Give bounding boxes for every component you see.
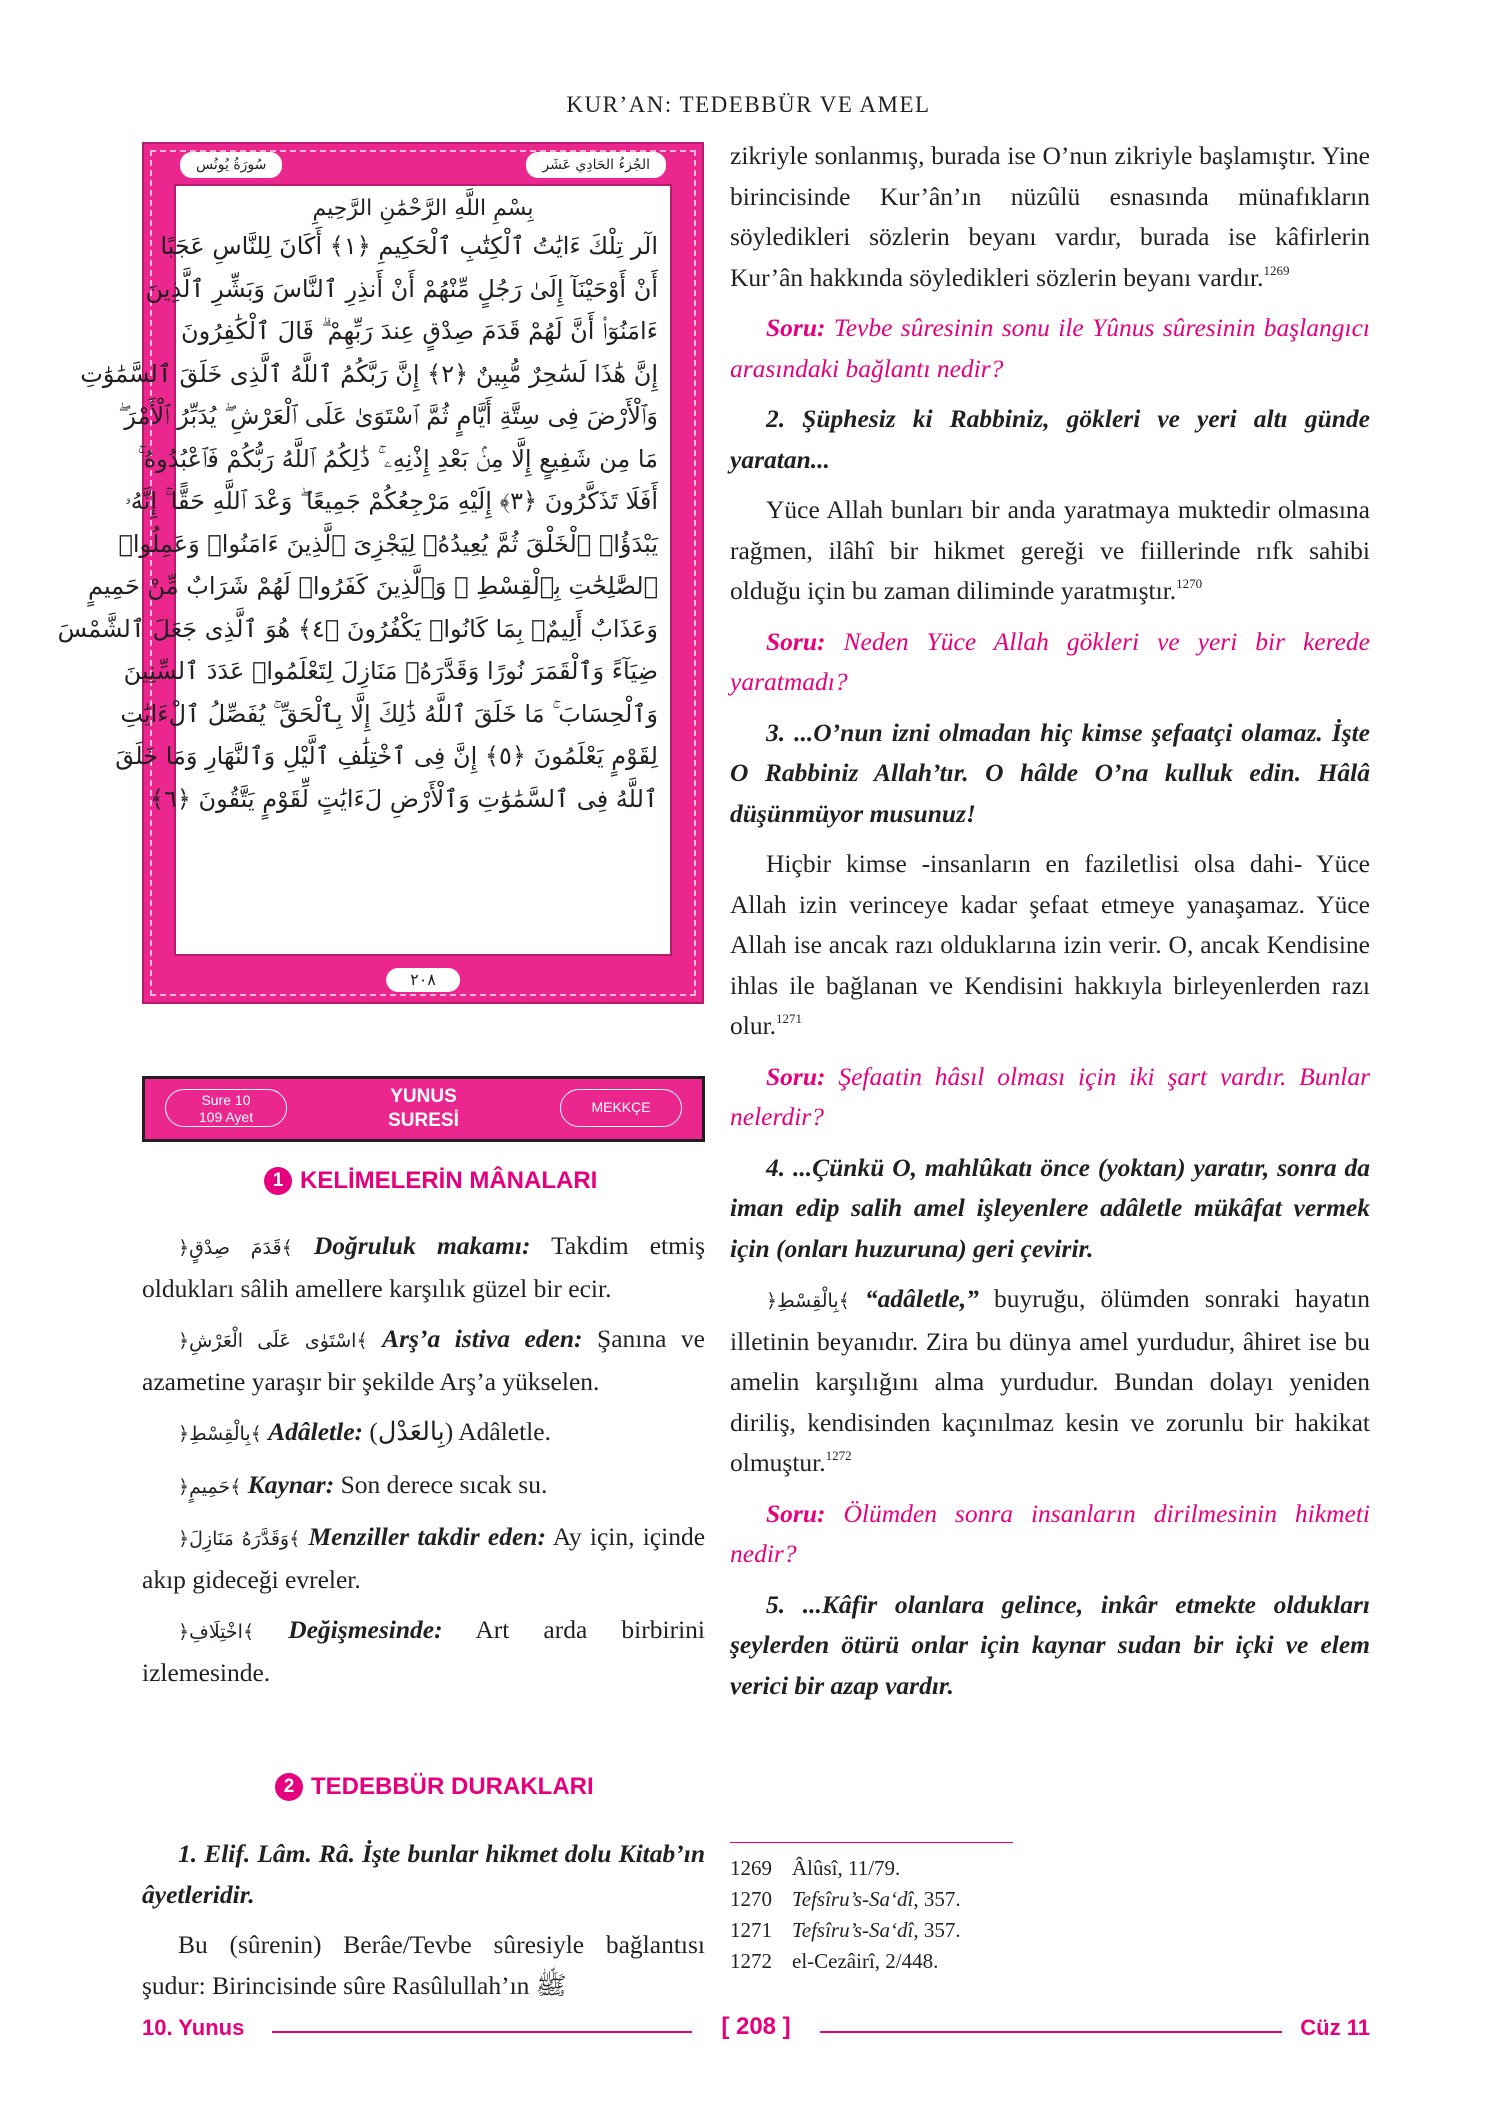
commentary-arabic: ﴿بِالْقِسْطِ﴾: [766, 1290, 850, 1312]
quran-line: وَٱلْأَرْضَ فِى سِتَّةِ أَيَّامٍ ثُمَّ ٱسْتَوَىٰ عَلَى ٱلْعَرْشِ ۖ يُدَبِّرُ ٱلْأَمْرَ ۖ: [118, 402, 658, 430]
sure-number: Sure 10: [201, 1092, 251, 1108]
commentary-text: Hiçbir kimse -insanların en faziletlisi olsa dahi- Yüce Allah izin verinceye kadar şefaat etmeye yanaşamaz. Yüce Allah ise ancak razı olduklarına izin verir. O, ancak Kendisine ihlas ile bağlanan ve Kendisini hakkıyla birleyenlerden razı olur.: [730, 849, 1370, 1040]
glossary-text: Son derece sıcak su.: [334, 1469, 548, 1499]
glossary-arabic: ﴿اخْتِلَافِ﴾: [178, 1621, 255, 1643]
commentary-text: buyruğu, ölümden sonraki hayatın illetinin beyanıdır. Zira bu dünya amel yurdudur, âhiret ise bu amelin karşılığını alma yurdudur. Bundan dolayı yeniden diriliş, kendisinden kaçınılmaz kesin ve zorunlu bir hakikat olmuştur.: [730, 1284, 1371, 1477]
section1-title: KELİMELERİN MÂNALARI: [300, 1167, 598, 1194]
question-label: Soru:: [766, 313, 826, 342]
ayah-quote-2: 2. Şüphesiz ki Rabbiniz, gökleri ve yeri altı günde yaratan...: [730, 404, 1370, 474]
footnote: [730, 1884, 1370, 1915]
quran-line: ٱللَّهُ فِى ٱلسَّمَٰوَٰتِ وَٱلْأَرْضِ لَءَايَٰتٍ لِّقَوْمٍ يَتَّقُونَ ﴿٦﴾: [149, 784, 658, 813]
question-label: Soru:: [766, 626, 826, 656]
question-label: Soru:: [766, 1498, 826, 1528]
running-header: KUR’AN: TEDEBBÜR VE AMEL: [566, 92, 931, 117]
commentary-text: Yüce Allah bunları bir anda yaratmaya muktedir olmasına rağmen, ilâhî bir hikmet gereği ve fiillerinde rıfk sahibi olduğu için bu zaman diliminde yaratmıştır.: [730, 495, 1370, 605]
quran-line: أَفَلَا تَذَكَّرُونَ ﴿٣﴾ إِلَيْهِ مَرْجِعُكُمْ جَمِيعًا ۖ وَعْدَ ٱللَّهِ حَقًّا ۚ إِنَّهُۥ: [124, 487, 658, 515]
mushaf-top-labels: [180, 152, 666, 178]
quran-text: [57, 225, 670, 820]
ayah-quote-5: 5. ...Kâfir olanlara gelince, inkâr etmekte oldukları şeylerden ötürü onlar için kaynar sudan bir içki ve elem verici bir azap vardır.: [730, 1589, 1370, 1700]
commentary-term: “adâletle,”: [849, 1284, 979, 1313]
footnote-text: el-Cezâirî, 2/448.: [792, 1949, 939, 1973]
section2-heading: [275, 1773, 594, 1801]
question-label: Soru:: [766, 1061, 826, 1091]
ayet-count: 109 Ayet: [198, 1109, 254, 1125]
footnote-text: , 357.: [913, 1918, 961, 1942]
sure-title-line2: SURESİ: [388, 1110, 459, 1131]
footer-surah: 10. Yunus: [142, 2015, 245, 2040]
section2-title: TEDEBBÜR DURAKLARI: [311, 1773, 594, 1800]
footnote: [730, 1946, 1370, 1977]
footnote-text: Âlûsî, 11/79.: [792, 1856, 901, 1880]
glossary-text: Art arda birbirini izlemesinde.: [142, 1615, 705, 1687]
ayah-quote-3: 3. ...O’nun izni olmadan hiç kimse şefaatçi olamaz. İşte O Rabbiniz Allah’tır. O hâlde O’na kulluk edin. Hâlâ düşünmüyor musunuz!: [730, 717, 1370, 828]
footnote-ref: 1272: [825, 1448, 852, 1463]
glossary-entry: [142, 1226, 705, 1309]
mushaf-juz-label: الجُزءُ الحَادِي عَشَر: [526, 152, 666, 178]
glossary-term: Değişmesinde:: [288, 1615, 443, 1644]
mushaf-page-number: ٢٠٨: [386, 968, 460, 992]
sure-banner: [142, 1076, 705, 1142]
ayah-quote-1: 1. Elif. Lâm. Râ. İşte bunlar hikmet dolu Kitab’ın âyetleridir.: [142, 1839, 705, 1909]
glossary-entry: [142, 1610, 705, 1693]
quran-line: يَبْدَؤُا۟ ٱلْخَلْقَ ثُمَّ يُعِيدُهُۥ لِيَجْزِىَ ٱلَّذِينَ ءَامَنُوا۟ وَعَمِلُوا۟: [118, 529, 658, 558]
ayah-quote-4: 4. ...Çünkü O, mahlûkatı önce (yoktan) yaratır, sonra da iman edip salih amel işleyenlere adâletle mükâfat vermek için (onları huzuruna) geri çevirir.: [730, 1152, 1370, 1263]
question-text: Şefaatin hâsıl olması için iki şart vardır. Bunlar nelerdir?: [730, 1061, 1370, 1131]
mushaf-text-area: [57, 184, 672, 956]
footnote-title: Tefsîru’s-Sa‘dî: [792, 1887, 914, 1911]
quran-line: إِنَّ هَٰذَا لَسَٰحِرٌ مُّبِينٌ ﴿٢﴾ إِنَّ رَبَّكُمُ ٱللَّهُ ٱلَّذِى خَلَقَ ٱلسَّمَٰوَٰتِ: [80, 359, 658, 388]
footer-page-number: [ 208 ]: [721, 2013, 791, 2040]
quran-line: ءَامَنُوٓا۟ أَنَّ لَهُمْ قَدَمَ صِدْقٍ عِندَ رَبِّهِمْ ۗ قَالَ ٱلْكَٰفِرُونَ: [180, 317, 658, 345]
footnote-number: 1270: [730, 1887, 772, 1911]
mushaf-surah-label: سُورَةُ يُونُس: [180, 152, 282, 178]
quran-line: وَعَذَابٌ أَلِيمٌۢ بِمَا كَانُوا۟ يَكْفُرُونَ ﴿٤﴾ هُوَ ٱلَّذِى جَعَلَ ٱلشَّمْسَ: [57, 614, 658, 643]
question-text: Tevbe sûresinin sonu ile Yûnus sûresinin başlangıcı arasındaki bağlantı nedir?: [730, 313, 1370, 383]
footnote-text: , 357.: [913, 1887, 961, 1911]
glossary-term: Doğruluk makamı:: [313, 1231, 531, 1260]
section1-number: 1: [264, 1167, 292, 1195]
mushaf-page: [57, 142, 704, 1004]
quran-line: أَنْ أَوْحَيْنَآ إِلَىٰ رَجُلٍ مِّنْهُمْ أَنْ أَنذِرِ ٱلنَّاسَ وَبَشِّرِ ٱلَّذِينَ: [145, 274, 658, 303]
glossary-arabic: ﴿اسْتَوٰى عَلَى الْعَرْشِ﴾: [178, 1330, 368, 1352]
commentary-paragraph: [730, 490, 1370, 612]
glossary-text: Ay için, içinde akıp gideceği evreler.: [142, 1522, 706, 1594]
glossary-term: Kaynar:: [247, 1469, 335, 1499]
question-text: Neden Yüce Allah gökleri ve yeri bir kerede yaratmadı?: [730, 626, 1370, 696]
footnote-title: Tefsîru’s-Sa‘dî: [792, 1918, 914, 1942]
footnote-ref: 1269: [1263, 262, 1290, 278]
glossary-entry: [142, 1412, 705, 1455]
commentary-1: Bu (sûrenin) Berâe/Tevbe sûresiyle bağlantısı şudur: Birincisinde sûre Rasûlullah’ın ﷺ: [142, 1930, 705, 2000]
glossary-entry: [142, 1517, 705, 1600]
footnote-number: 1272: [730, 1949, 772, 1973]
footnote-number: 1271: [730, 1918, 772, 1942]
glossary-text: Takdim etmiş oldukları sâlih amellere karşılık güzel bir ecir.: [142, 1231, 705, 1303]
section1-heading: [264, 1167, 597, 1195]
footer-rule-left: [272, 2031, 692, 2033]
quran-line: مَا مِن شَفِيعٍ إِلَّا مِنۢ بَعْدِ إِذْنِهِۦ ۚ ذَٰلِكُمُ ٱللَّهُ رَبُّكُمْ فَٱعْبُدُوهُ ۚ: [137, 444, 658, 473]
basmala: بِسْمِ اللَّهِ الرَّحْمَٰنِ الرَّحِيمِ: [312, 196, 534, 221]
right-column: [730, 136, 1370, 1716]
footnote-divider: [730, 1842, 1013, 1843]
commentary-paragraph: [730, 136, 1370, 298]
commentary-paragraph: [730, 844, 1370, 1047]
footnote: [730, 1853, 1370, 1884]
commentary-text: zikriyle sonlanmış, burada ise O’nun zikriyle başlamıştır. Yine birincisinde Kur’ân’ın nüzûlü esnasında münafıkların söyledikleri sözlerin beyanı vardır, burada ise kâfirlerin Kur’ân hakkında söyledikleri sözlerin beyanı vardır.: [730, 141, 1370, 292]
page-footer: [142, 2015, 1370, 2047]
quran-line: ٱلصَّٰلِحَٰتِ بِٱلْقِسْطِ ۚ وَٱلَّذِينَ كَفَرُوا۟ لَهُمْ شَرَابٌ مِّنْ حَمِيمٍ: [87, 572, 658, 600]
footnote: [730, 1915, 1370, 1946]
question-1: [730, 308, 1370, 389]
glossary-term: Arş’a istiva eden:: [382, 1324, 583, 1353]
glossary-text: Şanına ve azametine yaraşır bir şekilde Arş’a yükselen.: [142, 1324, 705, 1396]
glossary-text: (بِالعَدْل) Adâletle.: [363, 1417, 551, 1446]
footnote-ref: 1270: [1176, 576, 1203, 591]
footnote-number: 1269: [730, 1856, 772, 1880]
glossary-entry: [142, 1319, 705, 1402]
glossary-term: Menziller takdir eden:: [308, 1522, 546, 1551]
glossary-arabic: ﴿قَدَمَ صِدْقٍ﴾: [178, 1237, 293, 1259]
glossary-entry: [142, 1465, 705, 1508]
quran-line: ضِيَآءً وَٱلْقَمَرَ نُورًا وَقَدَّرَهُۥ مَنَازِلَ لِتَعْلَمُوا۟ عَدَدَ ٱلسِّنِينَ: [123, 657, 658, 685]
section1-body: [142, 1226, 705, 1703]
question-4: [730, 1494, 1370, 1575]
glossary-arabic: ﴿بِالْقِسْطِ﴾: [178, 1423, 262, 1445]
section2-body: [142, 1834, 705, 2016]
question-2: [730, 622, 1370, 703]
question-3: [730, 1057, 1370, 1138]
glossary-arabic: ﴿وَقَدَّرَهُ مَنَازِلَ﴾: [178, 1528, 301, 1550]
sure-place-badge: MEKKÇE: [560, 1089, 682, 1127]
question-text: Ölümden sonra insanların dirilmesinin hikmeti nedir?: [730, 1498, 1370, 1568]
quran-line: وَٱلْحِسَابَ ۚ مَا خَلَقَ ٱللَّهُ ذَٰلِكَ إِلَّا بِٱلْحَقِّ ۚ يُفَصِّلُ ٱلْءَايَٰتِ: [120, 699, 658, 728]
commentary-paragraph: [730, 1279, 1370, 1484]
sure-title-line1: YUNUS: [390, 1086, 457, 1107]
footnote-ref: 1271: [776, 1011, 803, 1026]
glossary-term: Adâletle:: [268, 1417, 364, 1446]
footer-rule-right: [820, 2031, 1282, 2033]
glossary-arabic: ﴿حَمِيمٍ﴾: [178, 1475, 242, 1498]
quran-line: الٓر تِلْكَ ءَايَٰتُ ٱلْكِتَٰبِ ٱلْحَكِيمِ ﴿١﴾ أَكَانَ لِلنَّاسِ عَجَبًا: [160, 232, 658, 260]
quran-line: لِقَوْمٍ يَعْلَمُونَ ﴿٥﴾ إِنَّ فِى ٱخْتِلَٰفِ ٱلَّيْلِ وَٱلنَّهَارِ وَمَا خَلَقَ: [115, 742, 658, 770]
footnotes: [730, 1853, 1370, 1977]
section2-number: 2: [275, 1773, 303, 1801]
footer-juz: Cüz 11: [1300, 2015, 1370, 2040]
